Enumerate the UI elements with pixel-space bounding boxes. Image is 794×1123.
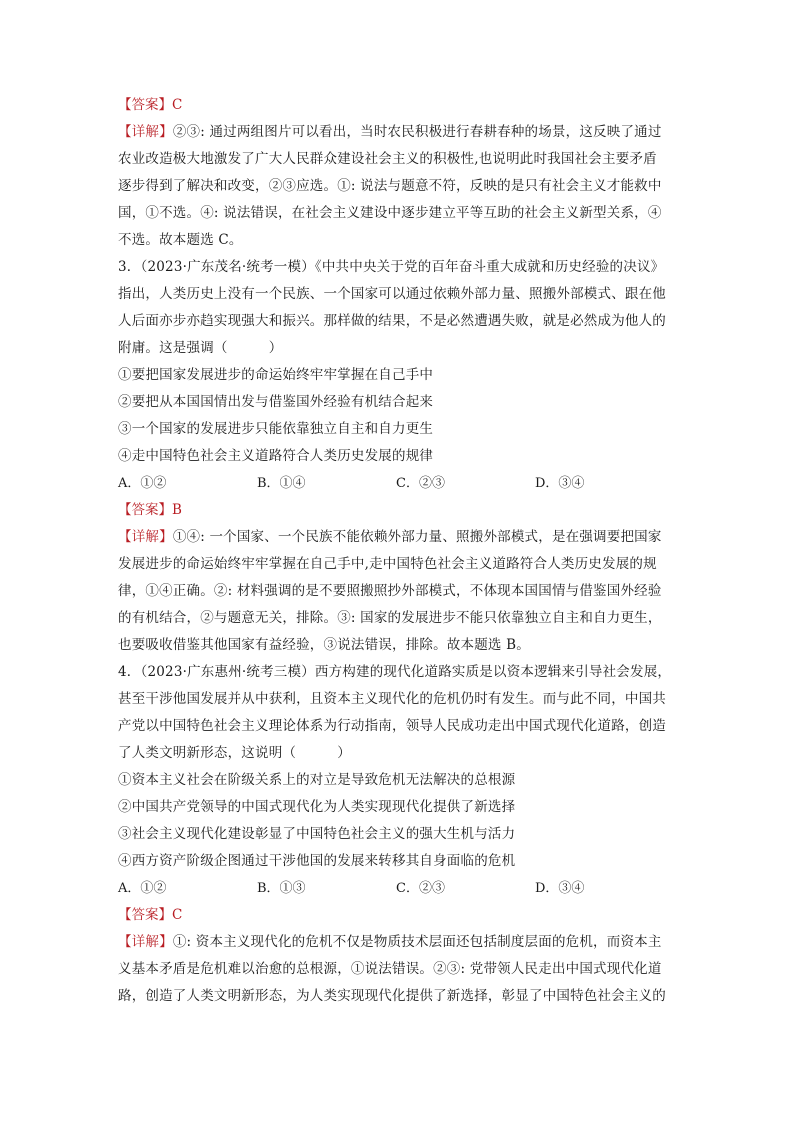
answer-value: C xyxy=(172,907,183,923)
question-text: 西方构建的现代化道路实质是以资本逻辑来引导社会发展， xyxy=(314,664,672,680)
option-a: A．①② xyxy=(118,476,167,491)
answer-options xyxy=(118,470,680,497)
answer-line xyxy=(118,902,680,929)
option-c: C．②③ xyxy=(396,476,445,491)
detail-label: 【详解】 xyxy=(118,124,173,140)
statement-item: ③社会主义现代化建设彰显了中国特色社会主义的强大生机与活力 xyxy=(118,826,516,842)
answer-label: 【答案】 xyxy=(118,907,172,923)
answer-line xyxy=(118,497,680,524)
question-number: 3． xyxy=(118,259,141,275)
question-text-line: 人后面亦步亦趋实现强大和振兴。那样做的结果，不是必然遭遇失败，就是必然成为他人的 xyxy=(118,313,666,329)
detail-line: 也要吸收借鉴其他国家有益经验，③说法错误，排除。故本题选 B。 xyxy=(118,637,530,653)
detail-text: ①: 资本主义现代化的危机不仅是物质技术层面还包括制度层面的危机，而资本主 xyxy=(172,934,662,950)
detail-line: 不选。故本题选 C。 xyxy=(118,232,243,248)
option-a: A．①② xyxy=(118,881,167,896)
detail-line xyxy=(118,524,680,551)
question-source: （2023·广东惠州·统考三模） xyxy=(140,664,315,680)
statement-item: ④西方资产阶级企图通过干涉他国的发展来转移其自身面临的危机 xyxy=(118,853,516,869)
detail-line: 国，①不选。④: 说法错误，在社会主义建设中逐步建立平等互助的社会主义新型关系，④ xyxy=(118,205,662,221)
answer-value: C xyxy=(172,97,183,113)
detail-line: 律，①④正确。②: 材料强调的是不要照搬照抄外部模式，不体现本国国情与借鉴国外经验 xyxy=(118,583,662,599)
detail-line: 逐步得到了解决和改变，②③应选。①: 说法与题意不符，反映的是只有社会主义才能救中 xyxy=(118,178,662,194)
detail-text: ②③: 通过两组图片可以看出，当时农民积极进行春耕春种的场景，这反映了通过 xyxy=(172,124,662,140)
question-source: （2023·广东茂名·统考一模） xyxy=(140,259,315,275)
option-d: D．③④ xyxy=(535,476,585,491)
question-text: 《中共中央关于党的百年奋斗重大成就和历史经验的决议》 xyxy=(314,259,665,275)
statement-item: ③一个国家的发展进步只能依靠独立自主和自力更生 xyxy=(118,421,434,437)
option-d: D．③④ xyxy=(535,881,585,896)
document-page xyxy=(118,92,680,1010)
detail-line: 的有机结合，②与题意无关，排除。③: 国家的发展进步不能只依靠独立自主和自力更生， xyxy=(118,610,662,626)
detail-label: 【详解】 xyxy=(118,934,173,950)
detail-line: 农业改造极大地激发了广大人民群众建设社会主义的积极性,也说明此时我国社会主要矛盾 xyxy=(118,151,657,167)
detail-label: 【详解】 xyxy=(118,529,173,545)
detail-line: 义基本矛盾是危机难以治愈的总根源，①说法错误。②③: 党带领人民走出中国式现代化道 xyxy=(118,961,662,977)
statement-item: ①资本主义社会在阶级关系上的对立是导致危机无法解决的总根源 xyxy=(118,772,516,788)
detail-line: 路，创造了人类文明新形态，为人类实现现代化提供了新选择，彰显了中国特色社会主义的 xyxy=(118,988,666,1004)
answer-options xyxy=(118,875,680,902)
statement-item: ①要把国家发展进步的命运始终牢牢掌握在自己手中 xyxy=(118,367,434,383)
answer-label: 【答案】 xyxy=(118,97,172,113)
question-text-line: 产党以中国特色社会主义理论体系为行动指南，领导人民成功走出中国式现代化道路，创造 xyxy=(118,718,666,734)
option-c: C．②③ xyxy=(396,881,445,896)
option-b: B．①④ xyxy=(257,476,306,491)
question-text-line: 附庸。这是强调（ ） xyxy=(118,340,283,356)
question-number: 4． xyxy=(118,664,141,680)
detail-line xyxy=(118,929,680,956)
answer-label: 【答案】 xyxy=(118,502,172,518)
answer-value: B xyxy=(172,502,182,518)
detail-line xyxy=(118,119,680,146)
statement-item: ②要把从本国国情出发与借鉴国外经验有机结合起来 xyxy=(118,394,434,410)
answer-line xyxy=(118,92,680,119)
detail-text: ①④: 一个国家、一个民族不能依赖外部力量、照搬外部模式，是在强调要把国家 xyxy=(172,529,662,545)
question-text-line: 了人类文明新形态，这说明（ ） xyxy=(118,745,351,761)
question-stem xyxy=(118,254,680,281)
question-text-line: 指出，人类历史上没有一个民族、一个国家可以通过依赖外部力量、照搬外部模式、跟在他 xyxy=(118,286,666,302)
question-stem xyxy=(118,659,680,686)
statement-item: ④走中国特色社会主义道路符合人类历史发展的规律 xyxy=(118,448,434,464)
question-text-line: 甚至干涉他国发展并从中获利，且资本主义现代化的危机仍时有发生。而与此不同，中国共 xyxy=(118,691,666,707)
statement-item: ②中国共产党领导的中国式现代化为人类实现现代化提供了新选择 xyxy=(118,799,516,815)
option-b: B．①③ xyxy=(257,881,306,896)
detail-line: 发展进步的命运始终牢牢掌握在自己手中,走中国特色社会主义道路符合人类历史发展的规 xyxy=(118,556,657,572)
